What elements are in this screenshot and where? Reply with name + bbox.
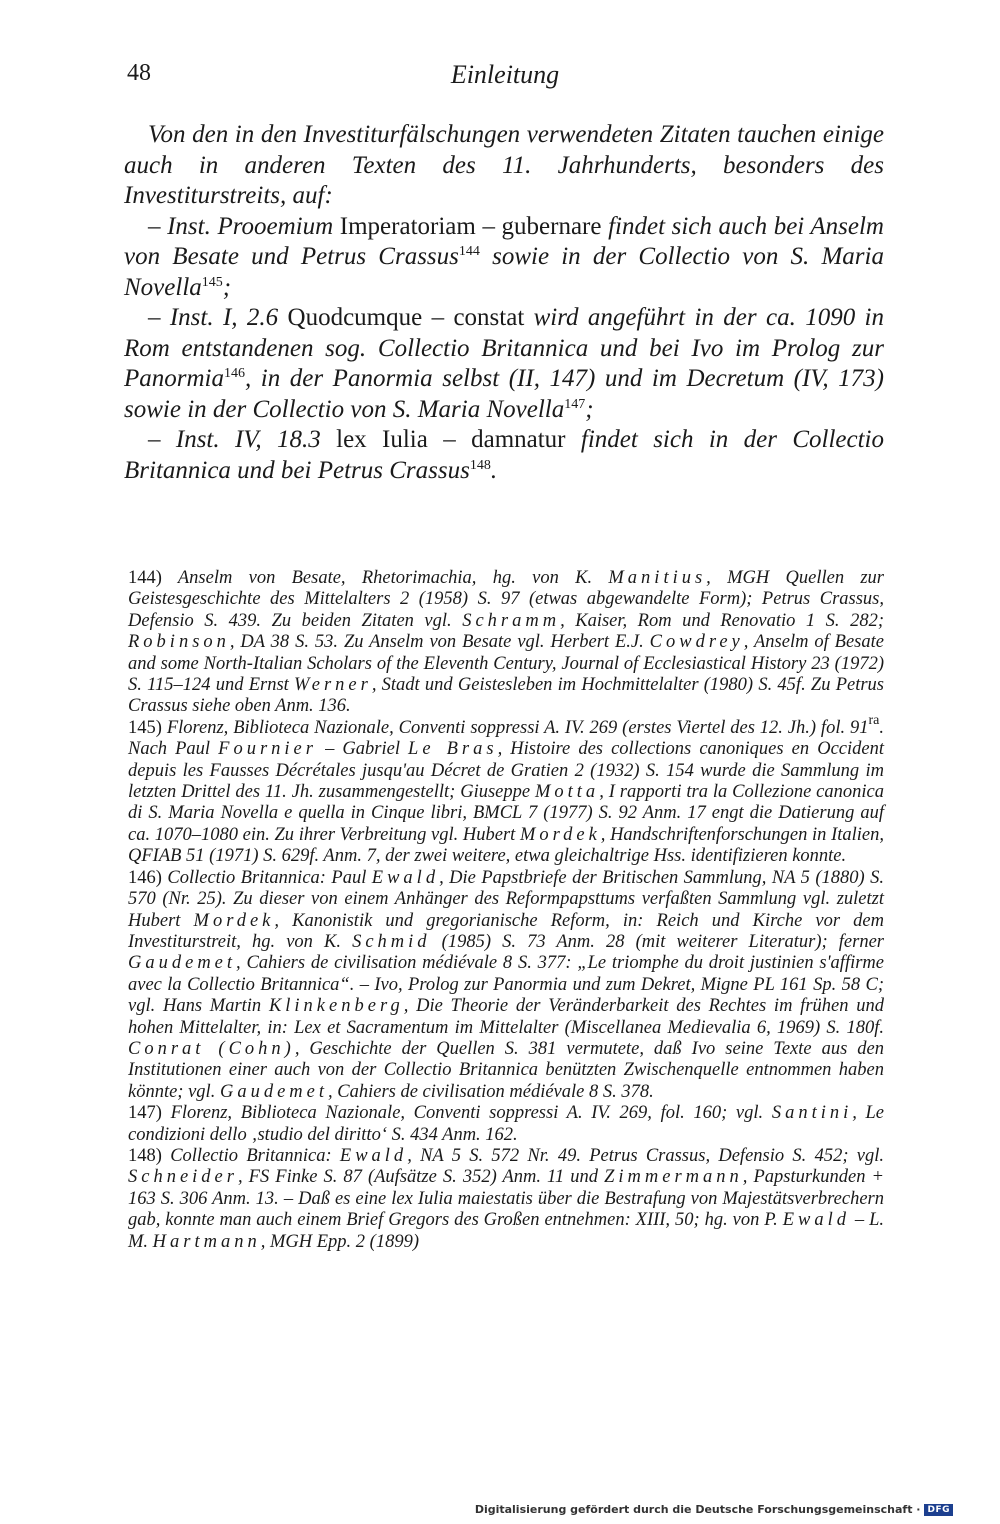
author-name: Robinson [128, 632, 230, 653]
paragraph-text: sowie in der Collectio von S. Maria Novella [124, 243, 884, 301]
footnote-text: , MGH Quellen zur Geistesgeschichte des Mittelalters 2 (1958) S. 97 (etwas abgewandelte Form); Petrus Crassus, Defensio S. 439. Zu beiden Zitaten vgl. [128, 568, 885, 631]
author-name: Werner [294, 675, 372, 696]
paragraph-text: ; [222, 273, 232, 301]
dfg-logo: DFG [924, 1504, 953, 1516]
footnote-text: (1985) S. 73 Anm. 28 (mit weiterer Literatur); ferner [430, 931, 885, 952]
author-name: Gaudemet [128, 953, 237, 974]
running-title: Einleitung [450, 60, 560, 89]
author-name: Mordek [193, 910, 275, 931]
footnote-text: . Nach Paul [128, 717, 884, 760]
main-text [124, 120, 884, 486]
author-name: Hartmann [152, 1231, 261, 1252]
footnote-145 [128, 712, 884, 868]
footnote-148 [128, 1146, 884, 1253]
footnote-text: , Papsturkunden + 163 S. 306 Anm. 13. – Daß es eine lex Iulia maiestatis über die Bestrafung von Majestätsverbrechern gab, konnte man auch einem Brief Gregors des Großen entnehmen: XIII, 50; hg. von P. [128, 1167, 884, 1231]
footnote-text: , FS Finke S. 87 (Aufsätze S. 352) Anm. 11 und [237, 1167, 605, 1188]
citation-paragraph [124, 303, 884, 425]
footnote-number: 145) [128, 717, 162, 738]
author-name: Ewald [339, 1145, 408, 1166]
author-name: Schramm [462, 610, 561, 631]
author-name: Manitius [608, 568, 707, 588]
footnote-text: , Anselm of Besate and some North-Italian Scholars of the Eleventh Century, Journal of Ecclesiastical History 23 (1972) S. 115–124 und Ernst [128, 632, 884, 696]
footnote-text: Collectio Britannica: Paul [161, 867, 372, 888]
citation-ref: – Inst. IV, 18.3 [148, 426, 321, 453]
footnote-text: Anselm von Besate, Rhetorimachia, hg. von K. [161, 568, 609, 588]
footnotes [128, 568, 884, 1253]
quoted-incipit: lex Iulia – damnatur [320, 426, 566, 453]
footnote-text: , Handschriftenforschungen in Italien, QFIAB 51 (1971) S. 629f. Anm. 7, der zwei weitere, etwa gleichaltrige Hss. identifizieren konnte. [128, 824, 884, 867]
author-name: Schmid [352, 931, 431, 952]
paragraph-text: , in der Panormia selbst (II, 147) und im Decretum (IV, 173) sowie in der Collectio von S. Maria Novella [124, 365, 884, 423]
footnote-text: – L. M. [128, 1210, 885, 1252]
footnote-text: , Kanonistik und gregorianische Reform, in: Reich und Kirche vor dem Investiturstreit, hg. von K. [128, 910, 884, 952]
paragraph-text: findet sich in der Collectio Britannica und bei Petrus Crassus [124, 426, 885, 484]
credit-text: Digitalisierung gefördert durch die Deutsche Forschungsgemeinschaft · [474, 1503, 921, 1516]
footnote-ref[interactable]: 148 [469, 457, 491, 473]
author-name: Ewald [371, 867, 440, 888]
footnote-text: – Gabriel [316, 739, 409, 760]
citation-ref: – Inst. I, 2.6 [148, 304, 279, 331]
digitization-credit [475, 1503, 953, 1516]
author-name: Ewald [782, 1210, 850, 1231]
footnote-text: , NA 5 S. 572 Nr. 49. Petrus Crassus, Defensio S. 452; vgl. [407, 1145, 884, 1166]
author-name: Gaudemet [219, 1081, 328, 1102]
author-name: Zimmermann [604, 1167, 743, 1188]
footnote-text: , Die Papstbriefe der Britischen Sammlung, NA 5 (1880) S. 570 (Nr. 25). Zu dieser von einem Anhänger des Reformpapsttums verfaßten Sammlung vgl. zuletzt Hubert [128, 867, 884, 931]
author-name: Santini [771, 1103, 853, 1124]
footnote-text: , DA 38 S. 53. Zu Anselm von Besate vgl. Herbert E.J. [229, 632, 650, 653]
footnote-text: , Geschichte der Quellen S. 381 vermutete, daß Ivo seine Texte aus den Institutionen einer auch von der Collectio Britannica benützten Zwischenquelle entnommen haben könnte; vgl. [128, 1038, 885, 1102]
citation-paragraph [124, 212, 884, 304]
footnote-text: Collectio Britannica: [161, 1145, 340, 1166]
paragraph-text: wird angeführt in der ca. 1090 in Rom entstandenen sog. Collectio Britannica und bei Ivo im Prolog zur Panormia [124, 304, 884, 392]
footnote-text: , Cahiers de civilisation médiévale 8 S. 377: „Le triomphe du droit justinien s'affirme avec la Collectio Britannica“. – Ivo, Prolog zur Panormia und zum Dekret, Migne PL 161 Sp. 58 C; vgl. Hans Martin [128, 953, 884, 1017]
paragraph-text: ; [585, 395, 594, 423]
author-name: Schneider [128, 1167, 238, 1188]
page-header [127, 60, 883, 96]
author-name: Conrat (Cohn) [128, 1038, 295, 1059]
footnote-number: 146) [128, 867, 162, 888]
footnote-text: , Stadt und Geistesleben im Hochmittelalter (1980) S. 45f. Zu Petrus Crassus siehe oben Anm. 136. [128, 675, 884, 717]
footnote-ref[interactable]: 144 [458, 244, 480, 259]
page-number: 48 [127, 60, 151, 86]
paragraph-text: findet sich auch bei Anselm von Besate und Petrus Crassus [124, 212, 884, 270]
footnote-144 [128, 568, 884, 718]
footnote-text: , MGH Epp. 2 (1899) [260, 1231, 419, 1252]
footnote-text: , Die Theorie der Veränderbarkeit des Rechtes im frühen und hohen Mittelalter, in: Lex et Sacramentum im Mittelalter (Miscellanea Medievalia 6, 1969) S. 180f. [128, 996, 884, 1038]
footnote-146 [128, 868, 884, 1103]
citation-paragraph [124, 425, 884, 486]
paragraph [124, 120, 884, 212]
footnote-ref[interactable]: 145 [201, 274, 223, 290]
folio-superscript: ra [868, 712, 880, 728]
footnote-text: , Kaiser, Rom und Renovatio 1 S. 282; [560, 610, 884, 631]
paragraph-text: Von den in den Investiturfälschungen verwendeten Zitaten tauchen einige auch in anderen Texten des 11. Jahrhunderts, besonders des Investiturstreits, auf: [124, 121, 884, 209]
author-name: Mordek [519, 824, 601, 845]
quoted-incipit: Quodcumque – constat [278, 304, 525, 331]
footnote-text: , I rapporti tra la Collezione canonica di S. Maria Novella e quella in Cinque libri, BMCL 7 (1977) S. 92 Anm. 17 engt die Datierung auf ca. 1070–1080 ein. Zu ihrer Verbreitung vgl. Hubert [128, 782, 884, 845]
footnote-text: , Histoire des collections canoniques en Occident depuis les Fausses Décrétales jusqu'au Décret de Gratien 2 (1932) S. 154 wurde die Sammlung im letzten Drittel des 11. Jh. zusammengestellt; Giuseppe [128, 739, 884, 803]
footnote-text: Florenz, Biblioteca Nazionale, Conventi soppressi A. IV. 269 (erstes Viertel des 12. Jh.) fol. 91 [161, 717, 869, 738]
footnote-ref[interactable]: 147 [564, 396, 586, 412]
footnote-number: 144) [128, 568, 162, 588]
author-name: Cowdrey [649, 632, 744, 653]
author-name: Motta [534, 782, 600, 803]
footnote-147 [128, 1103, 884, 1146]
author-name: Fournier [218, 739, 317, 760]
footnote-ref[interactable]: 146 [224, 366, 245, 381]
author-name: Le Bras [408, 739, 498, 760]
footnote-number: 147) [128, 1103, 162, 1124]
footnote-text: Florenz, Biblioteca Nazionale, Conventi soppressi A. IV. 269, fol. 160; vgl. [161, 1103, 772, 1124]
author-name: Klinkenberg [268, 996, 404, 1017]
footnote-text: , Le condizioni dello ‚studio del diritto‘ S. 434 Anm. 162. [128, 1103, 885, 1145]
footnote-number: 148) [128, 1145, 162, 1166]
quoted-incipit: Imperatoriam – gubernare [333, 212, 602, 240]
citation-ref: – Inst. Prooemium [148, 212, 334, 240]
paragraph-text: . [490, 456, 498, 484]
footnote-text: , Cahiers de civilisation médiévale 8 S. 378. [328, 1081, 654, 1102]
